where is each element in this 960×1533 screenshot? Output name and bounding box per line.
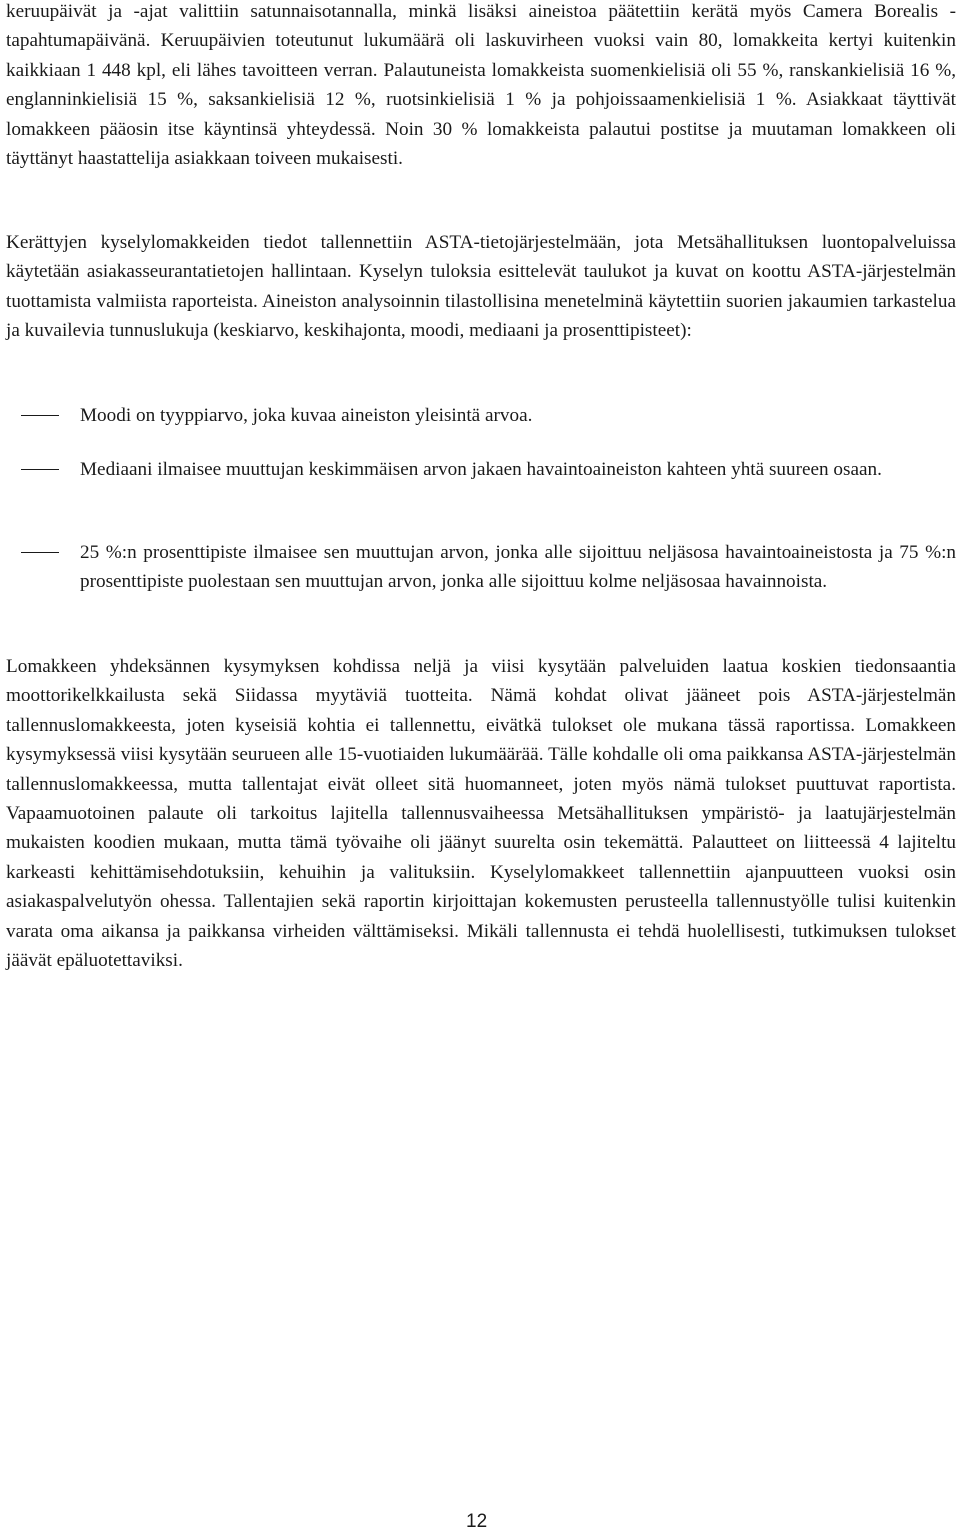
body-paragraph: Lomakkeen yhdeksännen kysymyksen kohdissa neljä ja viisi kysytään palveluiden laatua koskien tiedonsaantia moottorikelkkailusta sekä Siidassa myytäviä tuotteita. Nämä kohdat olivat jääneet pois ASTA-järjestelmän tallennuslomakkeesta, joten kyseisiä kohtia ei tallennettu, eivätkä tulokset ole mukana tässä raportissa. Lomakkeen kysymyksessä viisi kysytään seurueen alle 15-vuotiaiden lukumäärää. Tälle kohdalle oli oma paikkansa ASTA-järjestelmän tallennuslomakkeessa, mutta tallentajat eivät olleet sitä huomanneet, joten myös nämä tulokset puuttuvat raportista. Vapaamuotoinen palaute oli tarkoitus lajitella tallennusvaiheessa Metsähallituksen ympäristö- ja laatujärjestelmän mukaisten koodien mukaan, mutta tämä työvaihe oli jäänyt suurelta osin tekemättä. Palautteet on liitteessä 4 lajiteltu karkeasti kehittämisehdotuksiin, kehuihin ja valituksiin. Kyselylomakkeet tallennettiin ajanpuutteen vuoksi osin asiakaspalvelutyön ohessa. Tallentajien sekä raportin kirjoittajan kokemusten perusteella tallennustyölle tulisi kuitenkin varata oma aikansa ja paikkansa virheiden välttämiseksi. Mikäli tallennusta ei tehdä huolellisesti, tutkimuksen tulokset jäävät epäluotettaviksi. xyxy=(6,656,956,972)
list-item-text: Mediaani ilmaisee muuttujan keskimmäisen arvon jakaen havaintoaineiston kahteen yhtä suureen osaan. xyxy=(80,459,882,480)
body-paragraph: keruupäivät ja -ajat valittiin satunnaisotannalla, minkä lisäksi aineistoa päätettiin kerätä myös Camera Borealis -tapahtumapäivänä. Keruupäivien toteutunut lukumäärä oli laskuvirheen vuoksi vain 80, lomakkeita kertyi kuitenkin kaikkiaan 1 448 kpl, eli lähes tavoitteen verran. Palautuneista lomakkeista suomenkielisiä oli 55 %, ranskankielisiä 16 %, englanninkielisiä 15 %, saksankielisiä 12 %, ruotsinkielisiä 1 % ja pohjoissaamenkielisiä 1 %. Asiakkaat täyttivät lomakkeen pääosin itse käyntinsä yhteydessä. Noin 30 % lomakkeista palautui postitse ja muutaman lomakkeen oli täyttänyt haastattelija asiakkaan toiveen mukaisesti. xyxy=(6,1,956,170)
page-number: 12 xyxy=(466,1511,488,1532)
list-item-text: Moodi on tyyppiarvo, joka kuvaa aineiston yleisintä arvoa. xyxy=(80,405,533,426)
list-item-text: 25 %:n prosenttipiste ilmaisee sen muuttujan arvon, jonka alle sijoittuu neljäsosa havaintoaineistosta ja 75 %:n prosenttipiste puolestaan sen muuttujan arvon, jonka alle sijoittuu kolme neljäsosaa havainnoista. xyxy=(80,542,956,593)
dash-bullet-icon xyxy=(21,552,59,553)
dash-bullet-icon xyxy=(21,469,59,470)
dash-bullet-icon xyxy=(21,415,59,416)
body-paragraph: Kerättyjen kyselylomakkeiden tiedot tallennettiin ASTA-tietojärjestelmään, jota Metsähallituksen luontopalveluissa käytetään asiakasseurantatietojen hallintaan. Kyselyn tuloksia esittelevät taulukot ja kuvat on koottu ASTA-järjestelmän tuottamista valmiista raporteista. Aineiston analysoinnin tilastollisina menetelminä käytettiin suorien jakaumien tarkastelua ja kuvailevia tunnuslukuja (keskiarvo, keskihajonta, moodi, mediaani ja prosenttipisteet): xyxy=(6,232,956,342)
